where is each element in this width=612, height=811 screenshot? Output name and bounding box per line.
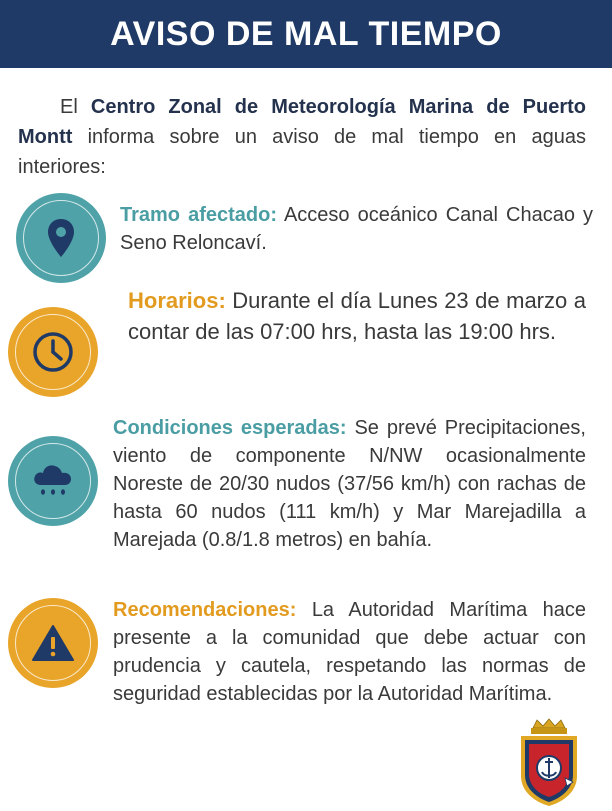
section-tramo-text: Acceso oceánico Canal Chacao y Seno Reloncaví. [120,204,593,254]
section-recomendaciones-text: La Autoridad Marítima hace presente a la comunidad que debe actuar con prudencia y cautela, respetando las normas de seguridad establecidas por la Autoridad Marítima. [113,599,586,705]
navy-crest-icon [515,718,583,808]
intro-prefix: El [60,96,78,118]
section-condiciones [113,414,586,554]
clock-badge [8,307,98,397]
section-horarios [128,285,586,347]
section-tramo [120,201,593,257]
warning-badge [8,598,98,688]
weather-badge [8,436,98,526]
section-horarios-label: Horarios: [128,288,226,313]
section-recomendaciones [113,596,586,708]
location-badge [16,193,106,283]
section-recomendaciones-label: Recomendaciones: [113,599,297,621]
intro-rest: informa sobre un aviso de mal tiempo en aguas interiores: [18,126,586,178]
intro-organization: Centro Zonal de Meteorología Marina de Puerto Montt [18,96,586,148]
section-condiciones-label: Condiciones esperadas: [113,417,347,439]
header-banner [0,0,612,68]
section-horarios-text: Durante el día Lunes 23 de marzo a contar de las 07:00 hrs, hasta las 19:00 hrs. [128,288,586,344]
section-tramo-label: Tramo afectado: [120,204,277,226]
page-title: AVISO DE MAL TIEMPO [110,14,502,53]
intro-paragraph [18,92,586,182]
section-condiciones-text: Se prevé Precipitaciones, viento de componente N/NW ocasionalmente Noreste de 20/30 nudos (37/56 km/h) con rachas de hasta 60 nudos (111 km/h) y Mar Marejadilla a Marejada (0.8/1.8 metros) en bahía. [113,417,586,551]
